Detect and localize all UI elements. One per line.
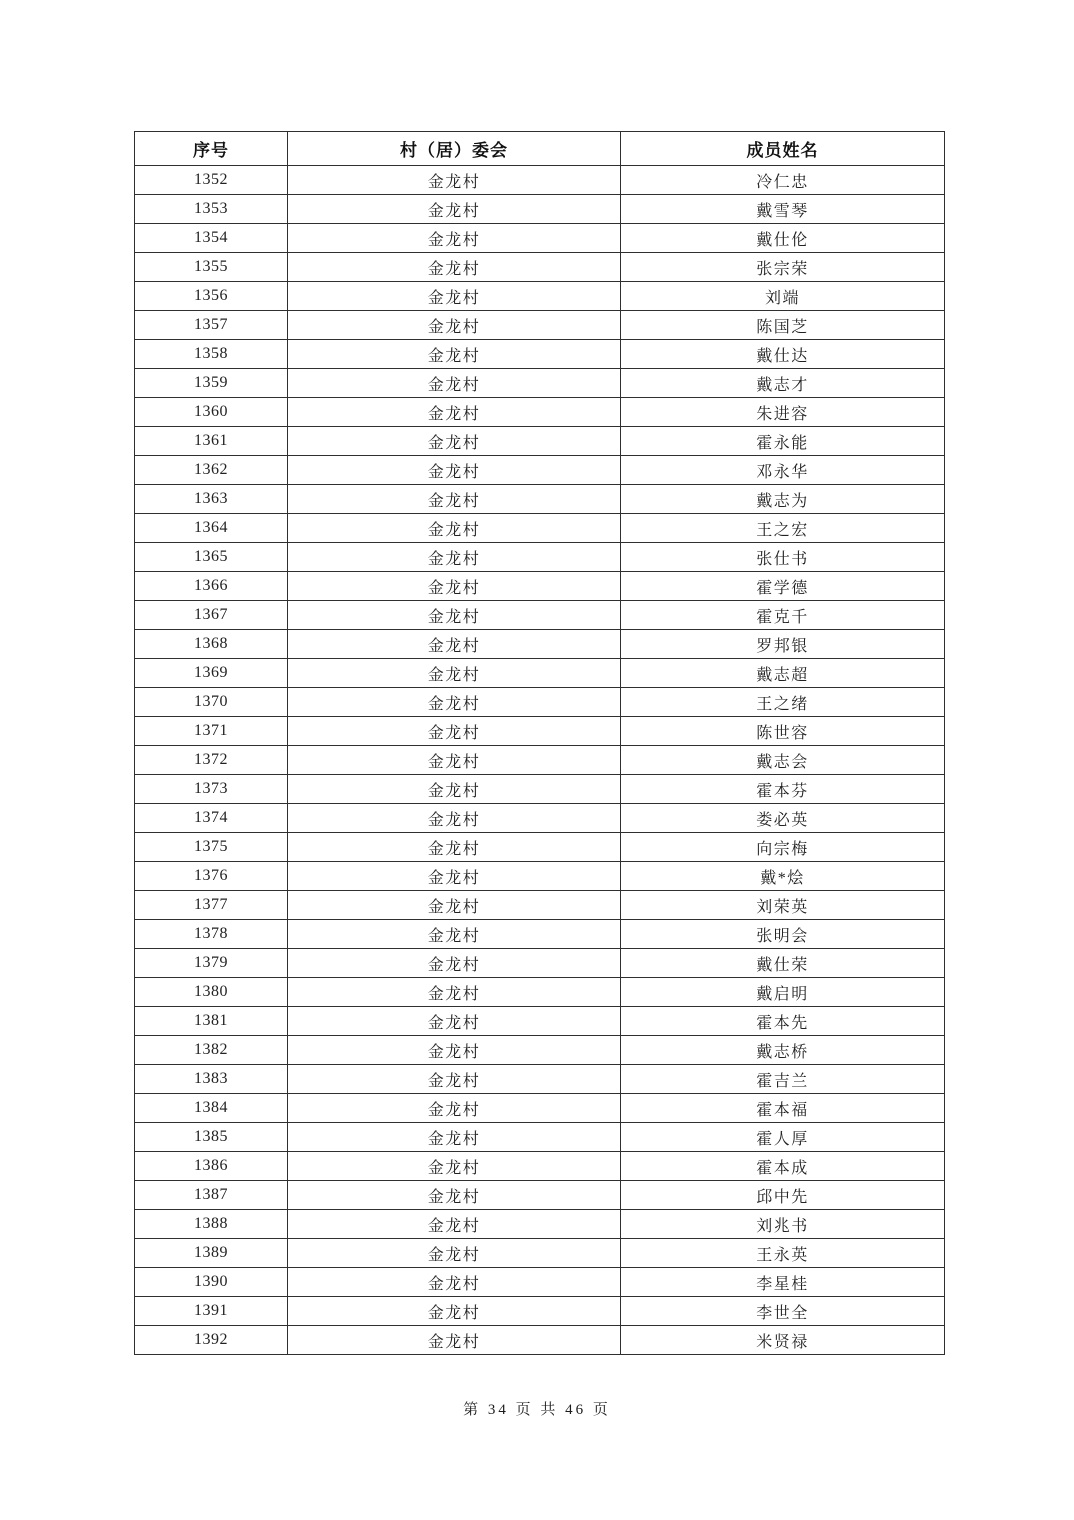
- cell-serial-number: 1358: [135, 340, 288, 369]
- table-row: [135, 253, 945, 282]
- cell-village: 金龙村: [288, 775, 621, 804]
- cell-serial-number: 1392: [135, 1326, 288, 1355]
- cell-member-name: 霍人厚: [621, 1123, 945, 1152]
- cell-village: 金龙村: [288, 920, 621, 949]
- cell-serial-number: 1378: [135, 920, 288, 949]
- cell-member-name: 戴仕荣: [621, 949, 945, 978]
- table-row: [135, 1181, 945, 1210]
- table-row: [135, 1123, 945, 1152]
- cell-serial-number: 1356: [135, 282, 288, 311]
- table-row: [135, 1094, 945, 1123]
- cell-serial-number: 1389: [135, 1239, 288, 1268]
- cell-serial-number: 1382: [135, 1036, 288, 1065]
- cell-village: 金龙村: [288, 891, 621, 920]
- table-row: [135, 1239, 945, 1268]
- cell-member-name: 王之绪: [621, 688, 945, 717]
- cell-member-name: 戴*烩: [621, 862, 945, 891]
- cell-village: 金龙村: [288, 543, 621, 572]
- table-row: [135, 514, 945, 543]
- cell-member-name: 李世全: [621, 1297, 945, 1326]
- cell-village: 金龙村: [288, 1065, 621, 1094]
- cell-serial-number: 1352: [135, 166, 288, 195]
- cell-member-name: 刘端: [621, 282, 945, 311]
- cell-serial-number: 1386: [135, 1152, 288, 1181]
- cell-village: 金龙村: [288, 572, 621, 601]
- table-row: [135, 1326, 945, 1355]
- cell-village: 金龙村: [288, 949, 621, 978]
- table-row: [135, 427, 945, 456]
- cell-member-name: 霍永能: [621, 427, 945, 456]
- cell-village: 金龙村: [288, 601, 621, 630]
- cell-serial-number: 1366: [135, 572, 288, 601]
- cell-member-name: 霍克千: [621, 601, 945, 630]
- cell-member-name: 霍本福: [621, 1094, 945, 1123]
- cell-village: 金龙村: [288, 224, 621, 253]
- cell-serial-number: 1390: [135, 1268, 288, 1297]
- cell-serial-number: 1362: [135, 456, 288, 485]
- cell-serial-number: 1379: [135, 949, 288, 978]
- table-row: [135, 195, 945, 224]
- cell-serial-number: 1391: [135, 1297, 288, 1326]
- header-member-name: 成员姓名: [621, 132, 945, 166]
- cell-member-name: 戴志会: [621, 746, 945, 775]
- table-row: [135, 688, 945, 717]
- page-footer: 第 34 页 共 46 页: [463, 1402, 611, 1418]
- cell-member-name: 张明会: [621, 920, 945, 949]
- cell-serial-number: 1361: [135, 427, 288, 456]
- cell-village: 金龙村: [288, 746, 621, 775]
- roster-table: [134, 131, 945, 1355]
- cell-serial-number: 1354: [135, 224, 288, 253]
- cell-village: 金龙村: [288, 1152, 621, 1181]
- cell-village: 金龙村: [288, 717, 621, 746]
- cell-village: 金龙村: [288, 1239, 621, 1268]
- table-row: [135, 1297, 945, 1326]
- cell-village: 金龙村: [288, 340, 621, 369]
- cell-village: 金龙村: [288, 166, 621, 195]
- cell-village: 金龙村: [288, 195, 621, 224]
- cell-village: 金龙村: [288, 1326, 621, 1355]
- cell-member-name: 张仕书: [621, 543, 945, 572]
- cell-village: 金龙村: [288, 1036, 621, 1065]
- cell-member-name: 霍本先: [621, 1007, 945, 1036]
- table-body: [135, 166, 945, 1355]
- cell-member-name: 戴志桥: [621, 1036, 945, 1065]
- cell-village: 金龙村: [288, 862, 621, 891]
- cell-serial-number: 1373: [135, 775, 288, 804]
- cell-serial-number: 1365: [135, 543, 288, 572]
- cell-serial-number: 1371: [135, 717, 288, 746]
- table-row: [135, 1268, 945, 1297]
- cell-member-name: 戴启明: [621, 978, 945, 1007]
- cell-member-name: 戴雪琴: [621, 195, 945, 224]
- cell-village: 金龙村: [288, 514, 621, 543]
- table-row: [135, 746, 945, 775]
- cell-serial-number: 1388: [135, 1210, 288, 1239]
- cell-village: 金龙村: [288, 804, 621, 833]
- cell-serial-number: 1374: [135, 804, 288, 833]
- cell-member-name: 米贤禄: [621, 1326, 945, 1355]
- table-row: [135, 1065, 945, 1094]
- table-row: [135, 1036, 945, 1065]
- cell-village: 金龙村: [288, 253, 621, 282]
- cell-member-name: 戴志超: [621, 659, 945, 688]
- cell-village: 金龙村: [288, 1210, 621, 1239]
- cell-serial-number: 1376: [135, 862, 288, 891]
- cell-village: 金龙村: [288, 1007, 621, 1036]
- table-row: [135, 833, 945, 862]
- cell-serial-number: 1377: [135, 891, 288, 920]
- cell-member-name: 霍学德: [621, 572, 945, 601]
- table-row: [135, 224, 945, 253]
- cell-member-name: 刘兆书: [621, 1210, 945, 1239]
- cell-serial-number: 1383: [135, 1065, 288, 1094]
- table-row: [135, 804, 945, 833]
- cell-village: 金龙村: [288, 1123, 621, 1152]
- cell-village: 金龙村: [288, 1181, 621, 1210]
- cell-village: 金龙村: [288, 398, 621, 427]
- cell-member-name: 霍本芬: [621, 775, 945, 804]
- cell-village: 金龙村: [288, 978, 621, 1007]
- cell-serial-number: 1367: [135, 601, 288, 630]
- cell-village: 金龙村: [288, 369, 621, 398]
- cell-serial-number: 1368: [135, 630, 288, 659]
- cell-member-name: 邓永华: [621, 456, 945, 485]
- table-row: [135, 572, 945, 601]
- cell-village: 金龙村: [288, 311, 621, 340]
- table-row: [135, 978, 945, 1007]
- cell-village: 金龙村: [288, 1297, 621, 1326]
- cell-village: 金龙村: [288, 485, 621, 514]
- cell-member-name: 霍本成: [621, 1152, 945, 1181]
- table-row: [135, 456, 945, 485]
- cell-village: 金龙村: [288, 456, 621, 485]
- cell-village: 金龙村: [288, 282, 621, 311]
- header-village-committee: 村（居）委会: [288, 132, 621, 166]
- table-row: [135, 949, 945, 978]
- cell-serial-number: 1363: [135, 485, 288, 514]
- cell-serial-number: 1359: [135, 369, 288, 398]
- cell-member-name: 刘荣英: [621, 891, 945, 920]
- cell-member-name: 朱进容: [621, 398, 945, 427]
- table-row: [135, 1210, 945, 1239]
- table-row: [135, 1007, 945, 1036]
- cell-member-name: 娄必英: [621, 804, 945, 833]
- cell-member-name: 戴仕达: [621, 340, 945, 369]
- table-row: [135, 398, 945, 427]
- cell-serial-number: 1381: [135, 1007, 288, 1036]
- table-row: [135, 340, 945, 369]
- table-row: [135, 543, 945, 572]
- cell-village: 金龙村: [288, 630, 621, 659]
- cell-village: 金龙村: [288, 659, 621, 688]
- cell-member-name: 戴仕伦: [621, 224, 945, 253]
- cell-village: 金龙村: [288, 833, 621, 862]
- cell-serial-number: 1375: [135, 833, 288, 862]
- table-row: [135, 166, 945, 195]
- table-row: [135, 659, 945, 688]
- cell-member-name: 冷仁忠: [621, 166, 945, 195]
- cell-serial-number: 1372: [135, 746, 288, 775]
- cell-serial-number: 1384: [135, 1094, 288, 1123]
- cell-serial-number: 1364: [135, 514, 288, 543]
- table-row: [135, 920, 945, 949]
- cell-village: 金龙村: [288, 1094, 621, 1123]
- header-serial-number: 序号: [135, 132, 288, 166]
- table-row: [135, 862, 945, 891]
- table-row: [135, 282, 945, 311]
- table-row: [135, 775, 945, 804]
- table-header-row: [135, 132, 945, 166]
- table-row: [135, 369, 945, 398]
- table-row: [135, 891, 945, 920]
- cell-serial-number: 1380: [135, 978, 288, 1007]
- cell-member-name: 王之宏: [621, 514, 945, 543]
- cell-member-name: 戴志为: [621, 485, 945, 514]
- cell-member-name: 戴志才: [621, 369, 945, 398]
- table-row: [135, 601, 945, 630]
- cell-member-name: 陈世容: [621, 717, 945, 746]
- cell-serial-number: 1369: [135, 659, 288, 688]
- cell-member-name: 李星桂: [621, 1268, 945, 1297]
- cell-member-name: 邱中先: [621, 1181, 945, 1210]
- cell-member-name: 陈国芝: [621, 311, 945, 340]
- cell-serial-number: 1355: [135, 253, 288, 282]
- cell-village: 金龙村: [288, 688, 621, 717]
- cell-serial-number: 1387: [135, 1181, 288, 1210]
- cell-serial-number: 1385: [135, 1123, 288, 1152]
- cell-serial-number: 1360: [135, 398, 288, 427]
- cell-member-name: 张宗荣: [621, 253, 945, 282]
- cell-village: 金龙村: [288, 427, 621, 456]
- table-row: [135, 630, 945, 659]
- cell-serial-number: 1353: [135, 195, 288, 224]
- cell-member-name: 霍吉兰: [621, 1065, 945, 1094]
- table-header: [135, 132, 945, 166]
- cell-serial-number: 1357: [135, 311, 288, 340]
- table-row: [135, 311, 945, 340]
- cell-member-name: 罗邦银: [621, 630, 945, 659]
- cell-village: 金龙村: [288, 1268, 621, 1297]
- cell-serial-number: 1370: [135, 688, 288, 717]
- table-row: [135, 717, 945, 746]
- cell-member-name: 向宗梅: [621, 833, 945, 862]
- cell-member-name: 王永英: [621, 1239, 945, 1268]
- table-row: [135, 485, 945, 514]
- table-row: [135, 1152, 945, 1181]
